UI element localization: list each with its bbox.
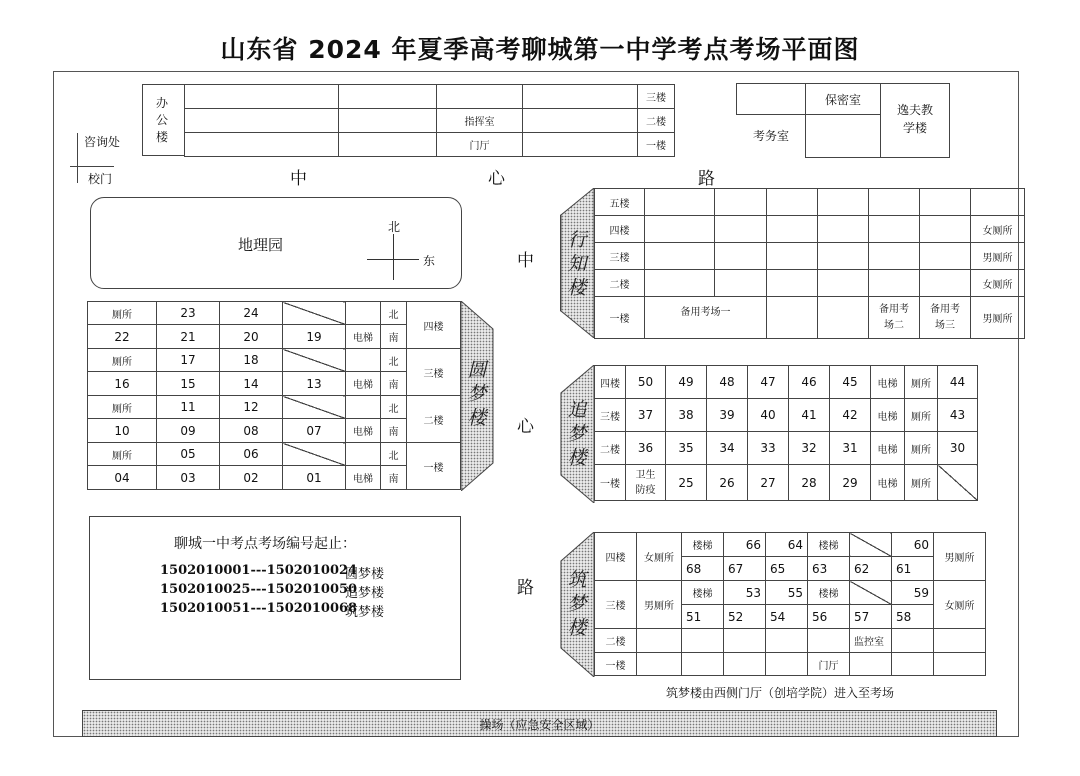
exam-room-number: 44 xyxy=(938,366,978,399)
zhuimeng-floor-label: 一楼 xyxy=(595,465,626,501)
zhumeng-wc: 女厕所 xyxy=(637,533,682,581)
legend-building-2: 追梦楼 xyxy=(345,586,385,601)
grid-cell xyxy=(637,653,682,676)
exam-room-number: 66 xyxy=(724,533,766,557)
zhumeng-grid xyxy=(594,532,986,676)
yuanmeng-elevator: 电梯 xyxy=(346,419,381,443)
grid-cell xyxy=(892,653,934,676)
compass-north: 北 xyxy=(388,220,401,234)
exam-room-number: 23 xyxy=(157,302,220,325)
exam-room-number: 05 xyxy=(157,443,220,466)
exam-affairs-label: 考务室 xyxy=(752,129,789,143)
zhuimeng-grid xyxy=(594,365,978,501)
exam-room-number: 48 xyxy=(707,366,748,399)
legend-building-3: 筑梦楼 xyxy=(345,605,385,620)
xingzhi-f4-women-wc: 女厕所 xyxy=(971,216,1025,243)
grid-cell xyxy=(682,653,724,676)
exam-room-number: 16 xyxy=(88,372,157,396)
grid-cell xyxy=(724,653,766,676)
xingzhi-floor-5: 五楼 xyxy=(595,189,645,216)
yuanmeng-floor-label: 二楼 xyxy=(407,396,461,443)
exam-room-number: 45 xyxy=(830,366,871,399)
exam-room-number: 12 xyxy=(220,396,283,419)
office-building-label: 办公楼 xyxy=(155,96,168,144)
zhuimeng-elevator: 电梯 xyxy=(871,432,905,465)
road-char-6: 路 xyxy=(517,578,534,598)
road-char-2: 心 xyxy=(488,169,505,189)
exam-room-number: 58 xyxy=(892,605,934,629)
exam-room-number: 19 xyxy=(283,325,346,349)
exam-room-number: 03 xyxy=(157,466,220,490)
exam-room-number: 10 xyxy=(88,419,157,443)
legend-range-1: 1502010001---1502010024 xyxy=(160,563,358,578)
exam-room-number: 59 xyxy=(892,581,934,605)
command-room: 指挥室 xyxy=(437,109,523,133)
zhumeng-stairs: 楼梯 xyxy=(682,533,724,557)
exam-room-number: 29 xyxy=(830,465,871,501)
zhuimeng-floor-label: 四楼 xyxy=(595,366,626,399)
grid-cell xyxy=(637,629,682,653)
exam-room-number: 04 xyxy=(88,466,157,490)
exam-room-number: 65 xyxy=(766,557,808,581)
grid-cell xyxy=(850,653,892,676)
yuanmeng-south: 南 xyxy=(381,372,407,396)
yuanmeng-south: 南 xyxy=(381,466,407,490)
xingzhi-floor-3: 三楼 xyxy=(595,243,645,270)
compass-vertical xyxy=(393,234,394,280)
exam-room-number: 21 xyxy=(157,325,220,349)
exam-room-number: 34 xyxy=(707,432,748,465)
legend-building-1: 圆梦楼 xyxy=(345,567,385,582)
road-char-3: 路 xyxy=(698,169,715,189)
exam-room-number: 25 xyxy=(666,465,707,501)
zhumeng-floor-label: 三楼 xyxy=(595,581,637,629)
zhuimeng-elevator: 电梯 xyxy=(871,465,905,501)
exam-room-number: 06 xyxy=(220,443,283,466)
zhuimeng-wc: 厕所 xyxy=(905,465,938,501)
security-block xyxy=(736,83,950,158)
xingzhi-f3-men-wc: 男厕所 xyxy=(971,243,1025,270)
yuanmeng-north: 北 xyxy=(381,349,407,372)
page-title: 山东省 2024 年夏季高考聊城第一中学考点考场平面图 xyxy=(220,35,860,64)
zhumeng-wc: 女厕所 xyxy=(934,581,986,629)
yuanmeng-north: 北 xyxy=(381,396,407,419)
zhumeng-floor-label: 一楼 xyxy=(595,653,637,676)
grid-cell xyxy=(766,629,808,653)
xingzhi-grid xyxy=(594,188,1025,339)
exam-room-number: 35 xyxy=(666,432,707,465)
zhumeng-wc: 男厕所 xyxy=(637,581,682,629)
office-floor3: 三楼 xyxy=(638,85,675,109)
exam-room-number: 42 xyxy=(830,399,871,432)
yuanmeng-north: 北 xyxy=(381,302,407,325)
exam-room-number: 46 xyxy=(789,366,830,399)
exam-room-number: 55 xyxy=(766,581,808,605)
exam-room-number: 01 xyxy=(283,466,346,490)
yuanmeng-stair-diagonal xyxy=(283,443,346,466)
zhumeng-stairs: 楼梯 xyxy=(682,581,724,605)
grid-cell xyxy=(682,629,724,653)
exam-room-number: 38 xyxy=(666,399,707,432)
gate-line-vertical xyxy=(77,133,78,183)
exam-room-number: 63 xyxy=(808,557,850,581)
office-lobby: 门厅 xyxy=(437,133,523,157)
zhuimeng-floor-label: 三楼 xyxy=(595,399,626,432)
zhumeng-floor-label: 四楼 xyxy=(595,533,637,581)
zhuimeng-floor-label: 二楼 xyxy=(595,432,626,465)
yuanmeng-stair-diagonal xyxy=(283,349,346,372)
gate-line-horizontal xyxy=(70,166,114,167)
yuanmeng-floor-label: 四楼 xyxy=(407,302,461,349)
backup-room-3: 备用考场三 xyxy=(920,297,971,339)
grid-cell xyxy=(346,443,381,466)
zhuimeng-wc: 厕所 xyxy=(905,399,938,432)
office-building-grid xyxy=(184,84,675,157)
yuanmeng-north: 北 xyxy=(381,443,407,466)
exam-room-number: 49 xyxy=(666,366,707,399)
exam-room-number: 51 xyxy=(682,605,724,629)
xingzhi-f1-men-wc: 男厕所 xyxy=(971,297,1025,339)
road-char-4: 中 xyxy=(517,251,534,271)
yuanmeng-elevator: 电梯 xyxy=(346,372,381,396)
exam-room-number: 68 xyxy=(682,557,724,581)
exam-room-number: 56 xyxy=(808,605,850,629)
zhumeng-wc: 男厕所 xyxy=(934,533,986,581)
exam-room-number: 18 xyxy=(220,349,283,372)
exam-room-number: 30 xyxy=(938,432,978,465)
legend-range-3: 1502010051---1502010068 xyxy=(160,601,358,616)
yuanmeng-wc: 厕所 xyxy=(88,443,157,466)
exam-room-number: 27 xyxy=(748,465,789,501)
zhuimeng-building-name: 追梦楼 xyxy=(567,399,587,469)
compass-east: 东 xyxy=(423,254,436,268)
zhumeng-lobby: 门厅 xyxy=(808,653,850,676)
zhumeng-building-name: 筑梦楼 xyxy=(567,569,587,639)
exam-room-number: 61 xyxy=(892,557,934,581)
yuanmeng-stair-diagonal xyxy=(283,396,346,419)
zhuimeng-diagonal xyxy=(938,465,978,501)
exam-room-number: 57 xyxy=(850,605,892,629)
exam-room-number: 53 xyxy=(724,581,766,605)
grid-cell xyxy=(346,302,381,325)
exam-room-number: 50 xyxy=(626,366,666,399)
exam-room-number: 26 xyxy=(707,465,748,501)
backup-room-1: 备用考场一 xyxy=(645,297,767,339)
grid-cell xyxy=(766,653,808,676)
exam-room-number: 08 xyxy=(220,419,283,443)
exam-room-number: 33 xyxy=(748,432,789,465)
exam-room-number: 13 xyxy=(283,372,346,396)
exam-room-number: 54 xyxy=(766,605,808,629)
security-room-label: 保密室 xyxy=(824,93,861,107)
zhumeng-floor-label: 二楼 xyxy=(595,629,637,653)
exam-room-number: 40 xyxy=(748,399,789,432)
exam-room-number: 24 xyxy=(220,302,283,325)
yuanmeng-stair-diagonal xyxy=(283,302,346,325)
legend-range-2: 1502010025---1502010050 xyxy=(160,582,358,597)
xingzhi-floor-4: 四楼 xyxy=(595,216,645,243)
grid-cell xyxy=(724,629,766,653)
zhumeng-diagonal xyxy=(850,533,892,557)
zhuimeng-health-room: 卫生防疫 xyxy=(626,465,666,501)
exam-room-number: 47 xyxy=(748,366,789,399)
xingzhi-floor-2: 二楼 xyxy=(595,270,645,297)
exam-room-number: 67 xyxy=(724,557,766,581)
grid-cell xyxy=(892,629,934,653)
school-gate-label: 校门 xyxy=(88,172,113,186)
backup-room-2: 备用考场二 xyxy=(869,297,920,339)
exam-room-number: 20 xyxy=(220,325,283,349)
exam-room-number: 11 xyxy=(157,396,220,419)
zhumeng-diagonal xyxy=(850,581,892,605)
yifu-building-label: 逸夫教学楼 xyxy=(896,103,933,135)
exam-room-number: 28 xyxy=(789,465,830,501)
exam-room-number: 64 xyxy=(766,533,808,557)
yuanmeng-wc: 厕所 xyxy=(88,349,157,372)
exam-room-number: 43 xyxy=(938,399,978,432)
exam-room-number: 36 xyxy=(626,432,666,465)
xingzhi-floor-1: 一楼 xyxy=(595,297,645,339)
grid-cell xyxy=(808,629,850,653)
zhuimeng-wc: 厕所 xyxy=(905,432,938,465)
yuanmeng-grid xyxy=(87,301,461,490)
legend-heading: 聊城一中考点考场编号起止： xyxy=(174,536,356,552)
road-char-5: 心 xyxy=(517,417,534,437)
exam-room-number: 17 xyxy=(157,349,220,372)
grid-cell xyxy=(346,396,381,419)
exam-room-number: 02 xyxy=(220,466,283,490)
exam-room-number: 07 xyxy=(283,419,346,443)
grid-cell xyxy=(346,349,381,372)
exam-room-number: 22 xyxy=(88,325,157,349)
yuanmeng-floor-label: 一楼 xyxy=(407,443,461,490)
office-floor2: 二楼 xyxy=(638,109,675,133)
geography-garden-label: 地理园 xyxy=(238,236,284,254)
zhuimeng-elevator: 电梯 xyxy=(871,366,905,399)
yuanmeng-elevator: 电梯 xyxy=(346,466,381,490)
zhumeng-monitor-room: 监控室 xyxy=(850,629,892,653)
exam-room-number: 37 xyxy=(626,399,666,432)
exam-room-number: 09 xyxy=(157,419,220,443)
exam-room-number: 31 xyxy=(830,432,871,465)
compass-horizontal xyxy=(367,259,419,260)
exam-room-number: 14 xyxy=(220,372,283,396)
exam-room-number: 52 xyxy=(724,605,766,629)
exam-room-number: 62 xyxy=(850,557,892,581)
xingzhi-building-name: 行知楼 xyxy=(567,229,587,299)
exam-room-number: 32 xyxy=(789,432,830,465)
yuanmeng-building-name: 圆梦楼 xyxy=(467,359,487,429)
zhuimeng-wc: 厕所 xyxy=(905,366,938,399)
yuanmeng-south: 南 xyxy=(381,419,407,443)
yuanmeng-elevator: 电梯 xyxy=(346,325,381,349)
inquiry-desk-label: 咨询处 xyxy=(84,135,121,149)
exam-room-number: 60 xyxy=(892,533,934,557)
zhumeng-stairs: 楼梯 xyxy=(808,581,850,605)
zhumeng-stairs: 楼梯 xyxy=(808,533,850,557)
zhuimeng-elevator: 电梯 xyxy=(871,399,905,432)
xingzhi-f2-women-wc: 女厕所 xyxy=(971,270,1025,297)
grid-cell xyxy=(934,653,986,676)
playground-label: 操场（应急安全区域） xyxy=(479,718,600,732)
office-building-box xyxy=(142,84,185,156)
road-char-1: 中 xyxy=(290,169,307,189)
yuanmeng-floor-label: 三楼 xyxy=(407,349,461,396)
grid-cell xyxy=(934,629,986,653)
exam-room-number: 39 xyxy=(707,399,748,432)
zhumeng-entrance-note: 筑梦楼由西侧门厅（创培学院）进入至考场 xyxy=(666,686,895,700)
yuanmeng-wc: 厕所 xyxy=(88,302,157,325)
exam-room-number: 41 xyxy=(789,399,830,432)
exam-room-number: 15 xyxy=(157,372,220,396)
yuanmeng-south: 南 xyxy=(381,325,407,349)
yuanmeng-wc: 厕所 xyxy=(88,396,157,419)
office-floor1: 一楼 xyxy=(638,133,675,157)
